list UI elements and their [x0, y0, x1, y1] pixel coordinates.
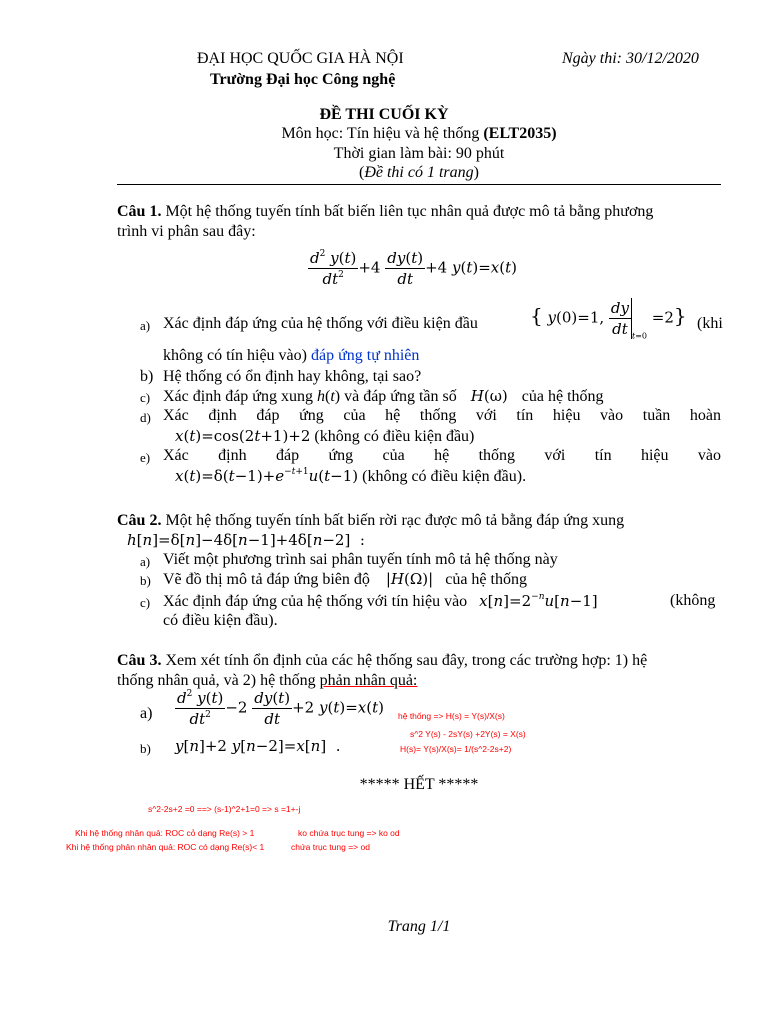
exam-title: ĐỀ THI CUỐI KỲ — [319, 106, 449, 123]
school-name: Trường Đại học Công nghệ — [210, 71, 396, 88]
q1-b-text: Hệ thống có ổn định hay không, tại sao? — [163, 368, 422, 385]
q1-label: Câu 1. — [117, 203, 162, 220]
q1-a-text: Xác định đáp ứng của hệ thống với điều kiện đầu — [163, 315, 478, 332]
end-marker: ***** HẾT ***** — [359, 776, 479, 793]
q3-b-equation: y[n]+2 y[n−2]=x[n] . — [175, 737, 341, 755]
q2-label: Câu 2. — [117, 512, 162, 529]
exam-duration: Thời gian làm bài: 90 phút — [333, 145, 505, 162]
page-note: (Đề thi có 1 trang) — [359, 164, 479, 181]
q3-label: Câu 3. — [117, 652, 162, 669]
q1-a-continuation: không có tín hiệu vào) đáp ứng tự nhiên — [163, 347, 420, 364]
subject-line — [0, 125, 768, 143]
annotation-anticausal-roc: Khi hệ thống phản nhân quả: ROC có dạng Re(s)< 1 — [66, 842, 265, 852]
annotation-anticausal-stability: chứa trục tung => od — [291, 842, 370, 852]
q2-intro: Câu 2. Một hệ thống tuyến tính bất biến rời rạc được mô tả bằng đáp ứng xung — [117, 512, 625, 529]
university-name: ĐẠI HỌC QUỐC GIA HÀ NỘI — [197, 50, 404, 67]
q3-intro-line1: Câu 3. Xem xét tính ổn định của các hệ thống sau đây, trong các trường hợp: 1) hệ — [117, 652, 648, 669]
q3-a-equation: $\frac{d^2 y(t)}{dt^2}$ −2 $\frac{dy(t)}{dt}$ +2 y(t)=x(t) — [177, 689, 384, 728]
annotation-transfer-function: hệ thống => H(s) = Y(s)/X(s) — [398, 711, 505, 721]
page-footer: Trang 1/1 — [387, 918, 451, 935]
q1-d-text: Xác định đáp ứng của hệ thống với tín hiệu vào tuần hoàn — [163, 407, 721, 424]
q1-a-initial-condition: { y(0)=1, $\frac{dy}{dt}$ $_{t=0}$ =2} — [530, 299, 687, 341]
q1-intro-line2: trình vi phân sau đây: — [117, 223, 256, 240]
q1-c-text: Xác định đáp ứng xung h(t) và đáp ứng tần số H(ω) của hệ thống — [163, 387, 604, 405]
q1-d-input: x(t)=cos(2t+1)+2 (không có điều kiện đầu) — [175, 427, 475, 445]
annotation-causal-stability: ko chứa trục tung => ko od — [298, 828, 400, 838]
q1-a-suffix: (khi — [697, 315, 723, 332]
subject-code: (ELT2035) — [483, 125, 557, 142]
q1-c-marker: c) — [140, 390, 151, 405]
q2-b-text: Vẽ đồ thị mô tả đáp ứng biên độ |H(Ω)| của hệ thống — [163, 570, 527, 588]
q1-a-marker: a) — [140, 318, 151, 333]
q2-c-text: Xác định đáp ứng của hệ thống với tín hiệu vào $x[n]=2^{-n}u[n-1]$ — [163, 592, 598, 610]
q2-c-suffix: (không — [670, 592, 716, 609]
q1-b-marker: b) — [140, 368, 154, 385]
annotation-hs-result: H(s)= Y(s)/X(s)= 1/(s^2-2s+2) — [400, 744, 512, 754]
header-divider — [117, 184, 721, 185]
exam-date: Ngày thi: 30/12/2020 — [562, 50, 699, 67]
q3-a-marker: a) — [140, 705, 153, 722]
q3-b-marker: b) — [140, 741, 151, 756]
q1-differential-equation: $\frac{d^2 y(t)}{dt^2}$ +4 $\frac{dy(t)}{dt}$ +4 y(t)=x(t) — [310, 249, 517, 288]
annotation-roots: s^2-2s+2 =0 ==> (s-1)^2+1=0 => s =1+-j — [148, 804, 301, 814]
q1-e-input: $x(t)=\delta(t-1)+e^{-t+1}u(t-1)$ (không có điều kiện đầu). — [175, 467, 527, 485]
q1-d-marker: d) — [140, 410, 151, 425]
annotation-causal-roc: Khi hệ thống nhân quả: ROC cỏ dạng Re(s) > 1 — [75, 828, 255, 838]
subject-name: Môn học: Tín hiệu và hệ thống — [281, 125, 484, 142]
handwritten-note-natural-response: đáp ứng tự nhiên — [310, 347, 420, 364]
q3-intro-line2: thống nhân quả, và 2) hệ thống phản nhân quả: — [117, 672, 418, 689]
q1-e-text: Xác định đáp ứng của hệ thống với tín hiệu vào — [163, 447, 721, 464]
q1-intro-line1: Câu 1. Một hệ thống tuyến tính bất biến liên tục nhân quả được mô tả bằng phương — [117, 203, 654, 220]
q2-a-marker: a) — [140, 554, 151, 569]
q2-c-continuation: có điều kiện đầu). — [163, 612, 278, 629]
q2-b-marker: b) — [140, 573, 151, 588]
q2-c-marker: c) — [140, 595, 151, 610]
q2-a-text: Viết một phương trình sai phân tuyến tính mô tả hệ thống này — [163, 551, 558, 568]
q2-impulse-response: h[n]=δ[n]−4δ[n−1]+4δ[n−2] : — [127, 531, 365, 549]
annotation-laplace-equation: s^2 Y(s) - 2sY(s) +2Y(s) = X(s) — [410, 729, 526, 739]
q1-e-marker: e) — [140, 450, 151, 465]
